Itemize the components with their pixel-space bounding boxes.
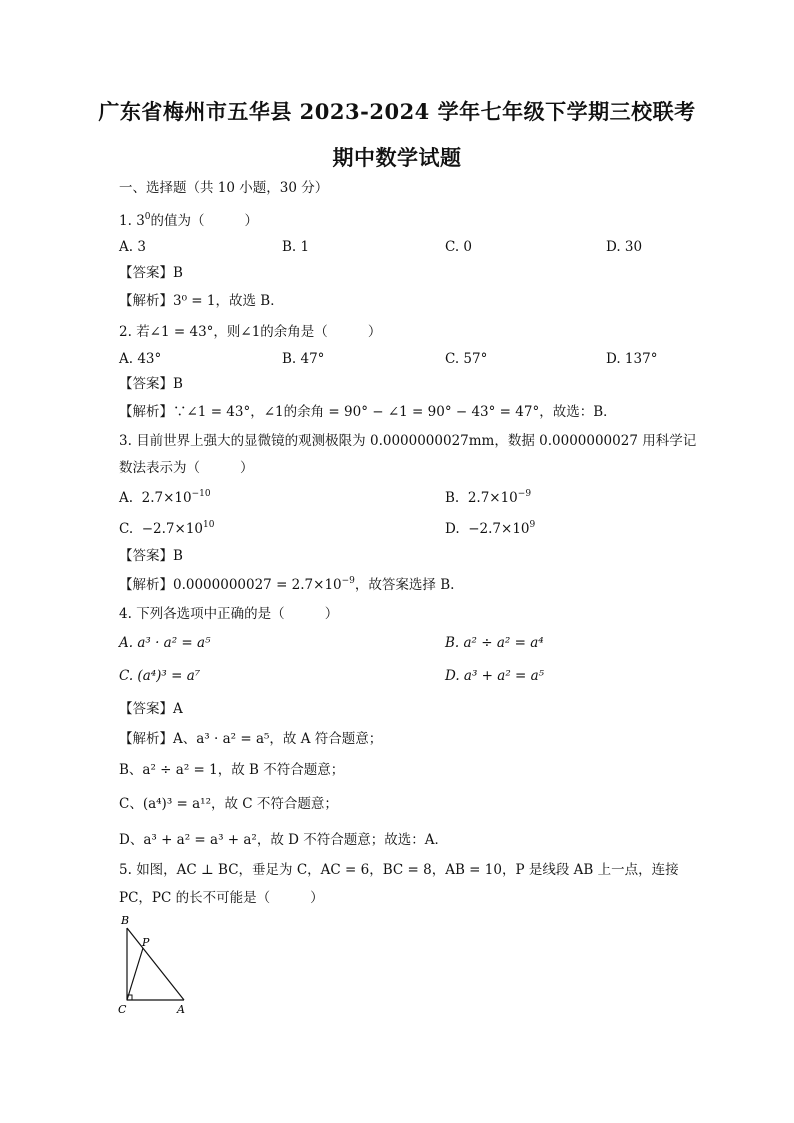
q4-close: ）	[324, 606, 339, 622]
q1-option-d: D. 30	[606, 239, 643, 255]
q3-analysis-exp: −9	[341, 576, 355, 586]
segment-ab	[127, 928, 184, 1000]
question-4-stem	[119, 605, 338, 623]
q1-analysis	[119, 292, 284, 310]
q1-stem-text: 的值为（	[150, 213, 205, 229]
analysis-label: 【解析】	[119, 404, 173, 420]
title-line-2: 期中数学试题	[332, 145, 462, 170]
q1-close: ）	[244, 213, 259, 229]
question-1-stem	[119, 212, 258, 230]
q2-stem-text: 若∠1 = 43°，则∠1的余角是（	[136, 324, 328, 340]
label-p: P	[142, 936, 150, 949]
q3-stem-text-2: 数法表示为（	[119, 460, 200, 476]
q4-analysis-line-1	[119, 730, 382, 748]
q3-option-c	[119, 520, 214, 538]
q2-close: ）	[367, 324, 382, 340]
triangle-figure	[112, 910, 202, 1020]
q1-base: 3	[136, 213, 145, 229]
q3-analysis-tail: ，故答案选择 B.	[354, 577, 455, 593]
q1-answer	[119, 264, 183, 282]
analysis-label: 【解析】	[119, 577, 173, 593]
option-label: D.	[445, 521, 460, 537]
section-heading: 一、选择题（共 10 小题，30 分）	[119, 180, 329, 196]
q1-answer-value: B	[173, 265, 183, 281]
title-line-1: 广东省梅州市五华县 2023-2024 学年七年级下学期三校联考	[98, 99, 696, 124]
option-label: C.	[119, 521, 134, 537]
q5-stem-text-2: PC，PC 的长不可能是（	[119, 890, 271, 906]
q2-option-b: B. 47°	[282, 351, 325, 367]
option-exponent: −9	[517, 489, 532, 499]
q2-answer	[119, 375, 183, 393]
analysis-label: 【解析】	[119, 731, 173, 747]
q3-analysis	[119, 576, 454, 594]
q2-option-a: A. 43°	[119, 351, 162, 367]
answer-label: 【答案】	[119, 701, 173, 717]
q4-option-d: D. a³ + a² = a⁵	[445, 668, 545, 684]
q2-answer-value: B	[173, 376, 183, 392]
question-number: 4.	[119, 606, 132, 622]
q5-close: ）	[310, 890, 324, 906]
q1-option-a: A. 3	[119, 239, 146, 255]
segment-pc	[127, 948, 143, 1000]
option-label: B.	[445, 490, 460, 506]
option-mantissa: −2.7×10	[141, 521, 204, 537]
option-exponent: 9	[529, 520, 536, 530]
q2-option-d: D. 137°	[606, 351, 658, 367]
q4-option-b: B. a² ÷ a² = a⁴	[445, 635, 544, 651]
option-label: A.	[119, 490, 134, 506]
q3-answer-value: B	[173, 548, 183, 564]
q3-stem-text-1: 目前世界上强大的显微镜的观测极限为 0.0000000027mm，数据 0.0000000027 用科学记	[136, 433, 697, 449]
label-a: A	[177, 1003, 185, 1016]
label-c: C	[118, 1003, 127, 1016]
option-mantissa: 2.7×10	[467, 490, 518, 506]
q4-answer	[119, 700, 183, 718]
q1-option-b: B. 1	[282, 239, 310, 255]
label-b: B	[121, 914, 130, 927]
answer-label: 【答案】	[119, 265, 173, 281]
q3-close: ）	[240, 460, 254, 476]
question-number: 5.	[119, 862, 132, 878]
answer-label: 【答案】	[119, 376, 173, 392]
q4-option-a: A. a³ · a² = a⁵	[119, 635, 211, 651]
q4-analysis-text-1: A、a³ · a² = a⁵，故 A 符合题意；	[173, 731, 383, 747]
q1-option-c: C. 0	[445, 239, 473, 255]
q1-analysis-text: 3⁰ = 1，故选 B．	[173, 293, 284, 309]
question-number: 3.	[119, 433, 132, 449]
q5-stem-text-1: 如图，AC ⊥ BC，垂足为 C，AC = 6，BC = 8，AB = 10，P 是线段 AB 上一点，连接	[136, 862, 679, 878]
question-2-stem	[119, 323, 381, 341]
q3-analysis-main: 0.0000000027 = 2.7×10	[173, 577, 342, 593]
question-number: 2.	[119, 324, 132, 340]
question-number: 1.	[119, 213, 132, 229]
q3-answer	[119, 547, 183, 565]
q2-analysis	[119, 403, 617, 421]
q2-analysis-text: ∵∠1 = 43°，∠1的余角 = 90° − ∠1 = 90° − 43° = 47°，故选：B．	[173, 404, 617, 420]
question-3-stem-line-2	[119, 459, 254, 477]
q4-option-c: C. (a⁴)³ = a⁷	[119, 668, 201, 684]
q1-exp: 0	[144, 212, 151, 222]
q4-answer-value: A	[173, 701, 183, 717]
q3-option-a	[119, 489, 211, 507]
q2-option-c: C. 57°	[445, 351, 488, 367]
question-5-stem-line-1	[119, 861, 679, 879]
option-mantissa: 2.7×10	[141, 490, 192, 506]
option-exponent: −10	[191, 489, 211, 499]
q4-analysis-line-2: B、a² ÷ a² = 1，故 B 不符合题意；	[119, 762, 345, 778]
q3-option-d	[445, 520, 535, 538]
analysis-label: 【解析】	[119, 293, 173, 309]
option-exponent: 10	[203, 520, 215, 530]
q4-stem-text: 下列各选项中正确的是（	[136, 606, 285, 622]
option-mantissa: −2.7×10	[468, 521, 530, 537]
answer-label: 【答案】	[119, 548, 173, 564]
q4-analysis-line-3: C、(a⁴)³ = a¹²，故 C 不符合题意；	[119, 796, 338, 812]
q3-option-b	[445, 489, 531, 507]
question-5-stem-line-2	[119, 889, 324, 907]
q4-analysis-line-4: D、a³ + a² = a³ + a²，故 D 不符合题意；故选：A．	[119, 832, 449, 848]
question-3-stem-line-1	[119, 432, 696, 450]
